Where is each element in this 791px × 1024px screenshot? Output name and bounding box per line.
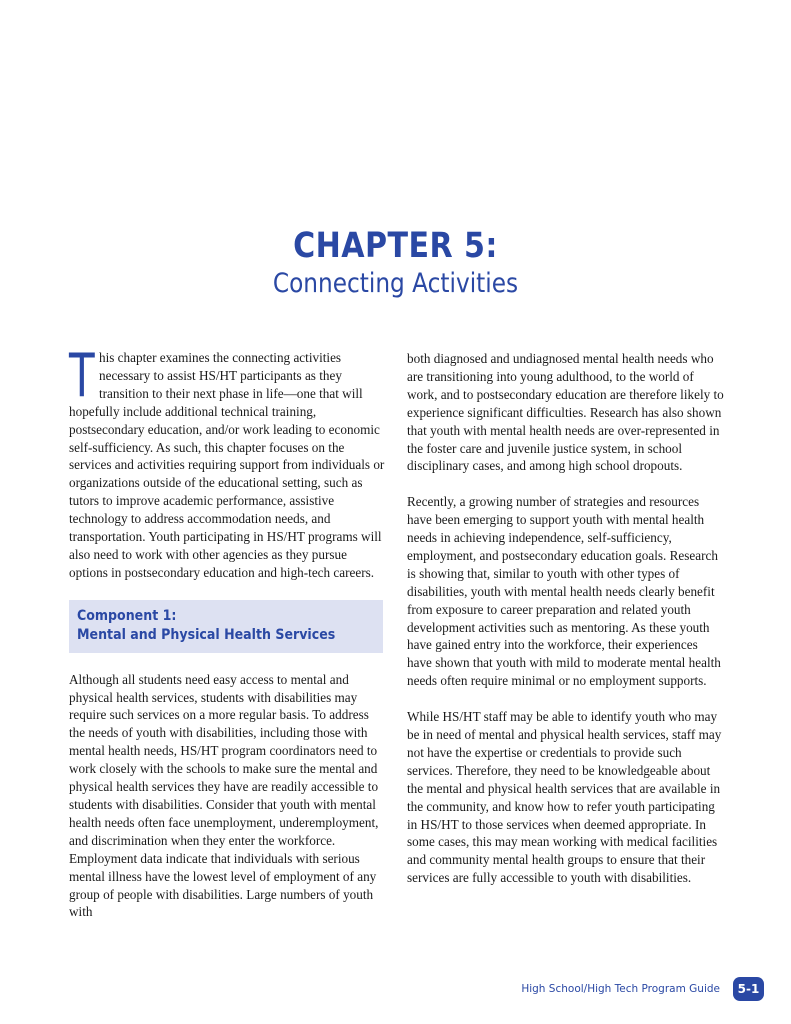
footer-guide-name: High School/High Tech Program Guide bbox=[521, 983, 720, 995]
intro-paragraph bbox=[69, 341, 387, 582]
drop-cap: T bbox=[69, 341, 95, 411]
left-column bbox=[69, 341, 387, 939]
component-number: Component 1: bbox=[77, 607, 177, 624]
chapter-title: CHAPTER 5: bbox=[293, 226, 498, 266]
right-column bbox=[407, 350, 725, 905]
right-paragraph-2: Recently, a growing number of strategies and resources have been emerging to support youth with mental health needs in achieving independence, self-sufficiency, employment, and postsecondary education goals. Research is showing that, similar to youth with other types of disabilities, youth with mental health needs clearly benefit from exposure to career preparation and related youth development activities such as mentoring. As these youth have gained entry into the workforce, their experiences have shown that youth with mild to moderate mental health needs often require minimal or no employment supports. bbox=[407, 494, 721, 689]
page-number-badge: 5-1 bbox=[733, 977, 764, 1001]
right-paragraph-1: both diagnosed and undiagnosed mental health needs who are transitioning into young adulthood, to the world of work, and to postsecondary education are therefore likely to experience significant difficulties. Research has also shown that youth with mental health needs are over-represented in the foster care and juvenile justice system, in school disciplinary cases, and among high school dropouts. bbox=[407, 351, 724, 474]
component-title: Mental and Physical Health Services bbox=[77, 626, 336, 643]
right-paragraph-3: While HS/HT staff may be able to identify youth who may be in need of mental and physical health services, staff may not have the expertise or credentials to provide such services. Therefore, they need to be knowledgeable about the mental and physical health services that are available in the community, and know how to refer youth participating in HS/HT to those services when deemed appropriate. In some cases, this may mean working with medical facilities and community mental health groups to ensure that their services are fully accessible to youth with disabilities. bbox=[407, 709, 722, 886]
component-paragraph: Although all students need easy access to mental and physical health services, students with disabilities may require such services on a more regular basis. To address the needs of youth with disabilities, including those with mental health needs, HS/HT program coordinators need to work closely with the schools to make sure the mental and physical health services they have are readily accessible to students with disabilities. Consider that youth with mental health needs often face unemployment, underemployment, and discrimination when they enter the workforce. Employment data indicate that individuals with serious mental illness have the lowest level of employment of any group of people with disabilities. Large numbers of youth with bbox=[69, 671, 379, 920]
chapter-subtitle: Connecting Activities bbox=[272, 268, 519, 299]
intro-text: his chapter examines the connecting activities necessary to assist HS/HT participants as they transition to their next phase in life—one that will hopefully include additional technical training, postsecondary education, and/or work leading to economic self-sufficiency. As such, this chapter focuses on the services and activities requiring support from individuals or organizations outside of the educational setting, such as tutors to improve academic performance, assistive technology to address accommodation needs, and transportation. Youth participating in HS/HT programs will also need to work with other agencies as they pursue options in postsecondary education and high-tech careers. bbox=[69, 350, 385, 580]
component-heading-box bbox=[69, 600, 383, 653]
